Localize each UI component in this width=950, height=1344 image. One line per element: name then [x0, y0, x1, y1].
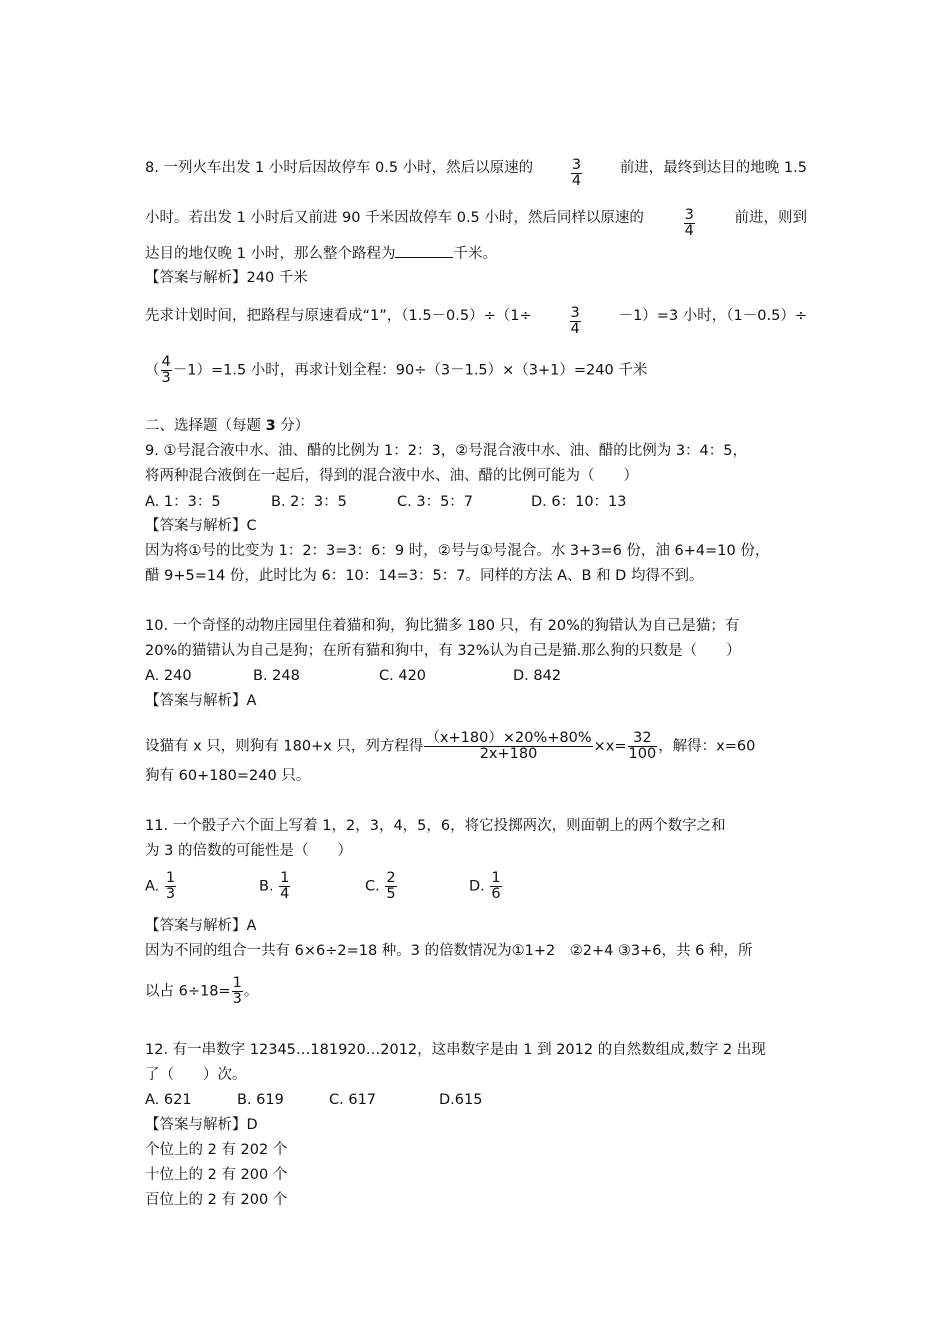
fraction-denominator: 100	[628, 746, 657, 762]
q8-solution-fraction-3-4	[570, 306, 581, 337]
q9-option-b: B. 2：3：5	[271, 494, 347, 510]
q12-option-a: A. 621	[145, 1092, 192, 1108]
q10-equation-text-a: 设猫有 x 只，则狗有 180+x 只，列方程得	[145, 738, 424, 755]
q10-option-a: A. 240	[145, 668, 192, 684]
fraction-numerator: 1	[280, 870, 290, 886]
fraction-denominator: 4	[280, 886, 290, 902]
fraction-numerator: 3	[571, 157, 582, 173]
q9-answer: 【答案与解析】C	[145, 518, 257, 534]
q9-option-c: C. 3：5：7	[397, 494, 474, 510]
q10-equation-fraction-32-100	[628, 731, 658, 762]
q8-line-3-text-b: 千米。	[453, 246, 497, 262]
q9-explanation-2: 醋 9+5=14 份，此时比为 6：10：14=3：5：7。同样的方法 A、B 和 D 均得不到。	[145, 568, 704, 584]
fraction-denominator: 3	[165, 886, 176, 902]
fraction-denominator: 6	[491, 886, 501, 902]
q11-option-c	[365, 871, 398, 902]
section-heading-text-b: 分）	[275, 418, 310, 434]
q12-answer: 【答案与解析】D	[145, 1117, 258, 1133]
fraction-denominator: 3	[161, 370, 171, 386]
q9-line-1: 9. ①号混合液中水、油、醋的比例为 1：2：3，②号混合液中水、油、醋的比例为 3：4：5，	[145, 443, 748, 459]
q10-line-2: 20%的猫错认为自己是狗；在所有猫和狗中，有 32%认为自己是猫.那么狗的只数是（ ）	[145, 643, 741, 659]
q11-explanation-2-text-b: 。	[243, 983, 259, 1000]
q10-option-b: B. 248	[253, 668, 300, 684]
option-fraction	[165, 871, 176, 902]
q11-explanation-fraction-1-3	[232, 976, 243, 1007]
q11-line-2: 为 3 的倍数的可能性是（ ）	[145, 843, 352, 859]
fraction-numerator: 1	[491, 870, 501, 886]
q10-equation-text-b: ，解得：x=60	[658, 738, 756, 755]
q11-explanation-2	[145, 976, 258, 1007]
q12-option-b: B. 619	[237, 1092, 284, 1108]
fraction-numerator: 2	[386, 870, 396, 886]
option-label: A.	[145, 878, 160, 895]
q8-answer: 【答案与解析】240 千米	[145, 270, 308, 286]
q8-line-1-text-a: 8. 一列火车出发 1 小时后因故停车 0.5 小时，然后以原速的	[145, 160, 534, 176]
q12-line-1: 12. 有一串数字 12345…181920…2012，这串数字是由 1 到 2012 的自然数组成,数字 2 出现	[145, 1042, 766, 1058]
fraction-numerator: 32	[633, 730, 652, 746]
q9-explanation-1: 因为将①号的比变为 1：2：3=3：6：9 时，②号与①号混合。水 3+3=6 份，油 6+4=10 份，	[145, 543, 770, 559]
q8-line-1	[145, 158, 807, 189]
q10-answer: 【答案与解析】A	[145, 693, 257, 709]
q10-option-d: D. 842	[513, 668, 562, 684]
fraction-numerator: 1	[165, 870, 176, 886]
q8-line-3-text-a: 达目的地仅晚 1 小时，那么整个路程为	[145, 246, 396, 262]
q8-solution-text-b: －1）=3 小时，（1－0.5）÷	[618, 308, 807, 324]
fraction-numerator: 4	[161, 354, 171, 370]
section-heading	[145, 416, 309, 436]
option-fraction	[279, 871, 290, 902]
q8-solution-2-text-b: －1）=1.5 小时，再求计划全程：90÷（3－1.5）×（3+1）=240 千米	[172, 362, 648, 379]
q8-solution-line-1	[145, 306, 807, 337]
fraction-numerator: （x+180）×20%+80%	[425, 730, 592, 746]
fraction-denominator: 3	[232, 991, 242, 1007]
q11-explanation-1: 因为不同的组合一共有 6×6÷2=18 种。3 的倍数情况为①1+2 ②2+4 ③3+6，共 6 种，所	[145, 943, 753, 959]
fraction-denominator: 2x+180	[424, 746, 592, 762]
q10-line-1: 10. 一个奇怪的动物庄园里住着猫和狗，狗比猫多 180 只，有 20%的狗错认为自己是猫；有	[145, 618, 740, 634]
q8-line-3	[145, 243, 497, 264]
answer-blank	[395, 243, 453, 258]
fraction-numerator: 3	[684, 207, 694, 223]
fraction-denominator: 4	[571, 173, 582, 189]
q11-option-b	[259, 871, 291, 902]
q10-explanation-2: 狗有 60+180=240 只。	[145, 768, 311, 784]
q12-option-c: C. 617	[329, 1092, 377, 1108]
q11-answer: 【答案与解析】A	[145, 918, 257, 934]
option-label: C.	[365, 878, 380, 895]
option-label: D.	[469, 878, 485, 895]
section-heading-text-a: 二、选择题（每题	[145, 418, 266, 434]
fraction-denominator: 4	[684, 223, 694, 239]
q9-option-a: A. 1：3：5	[145, 494, 221, 510]
fraction-numerator: 3	[570, 305, 580, 321]
q11-explanation-2-text-a: 以占 6÷18=	[145, 983, 231, 1000]
q8-fraction-3-4-b	[684, 208, 695, 239]
q9-line-2: 将两种混合液倒在一起后，得到的混合液中水、油、醋的比例可能为（ ）	[145, 468, 638, 484]
fraction-denominator: 4	[570, 321, 580, 337]
q12-explanation-1: 个位上的 2 有 202 个	[145, 1142, 288, 1158]
q8-line-2	[145, 208, 807, 239]
option-fraction	[490, 871, 501, 902]
q12-line-2: 了（ ）次。	[145, 1067, 247, 1083]
q11-line-1: 11. 一个骰子六个面上写着 1，2，3，4，5，6，将它投掷两次，则面朝上的两个数字之和	[145, 818, 726, 834]
q8-solution-line-2	[145, 355, 647, 386]
q10-equation-fraction	[424, 731, 592, 762]
q10-equation-text-m: ×x=	[593, 738, 627, 755]
q8-solution-text-a: 先求计划时间，把路程与原速看成“1”，（1.5－0.5）÷（1÷	[145, 308, 532, 324]
q8-solution-2-text-a: （	[145, 362, 160, 379]
q8-line-2-text-a: 小时。若出发 1 小时后又前进 90 千米因故停车 0.5 小时，然后同样以原速的	[145, 210, 644, 226]
q9-option-d: D. 6：10：13	[531, 494, 627, 510]
q12-option-d: D.615	[439, 1092, 483, 1108]
option-fraction	[385, 871, 396, 902]
fraction-numerator: 1	[232, 975, 242, 991]
q11-option-a	[145, 871, 177, 902]
q8-line-2-text-b: 前进，则到	[734, 210, 807, 226]
q10-option-c: C. 420	[379, 668, 427, 684]
q8-fraction-3-4	[571, 158, 582, 189]
q8-solution-fraction-4-3	[161, 355, 172, 386]
q10-equation	[145, 731, 755, 762]
section-heading-points: 3	[265, 418, 276, 434]
q12-explanation-3: 百位上的 2 有 200 个	[145, 1192, 288, 1208]
option-label: B.	[259, 878, 274, 895]
q12-explanation-2: 十位上的 2 有 200 个	[145, 1167, 288, 1183]
q11-option-d	[469, 871, 503, 902]
q8-line-1-text-b: 前进，最终到达目的地晚 1.5	[619, 160, 807, 176]
fraction-denominator: 5	[386, 886, 396, 902]
